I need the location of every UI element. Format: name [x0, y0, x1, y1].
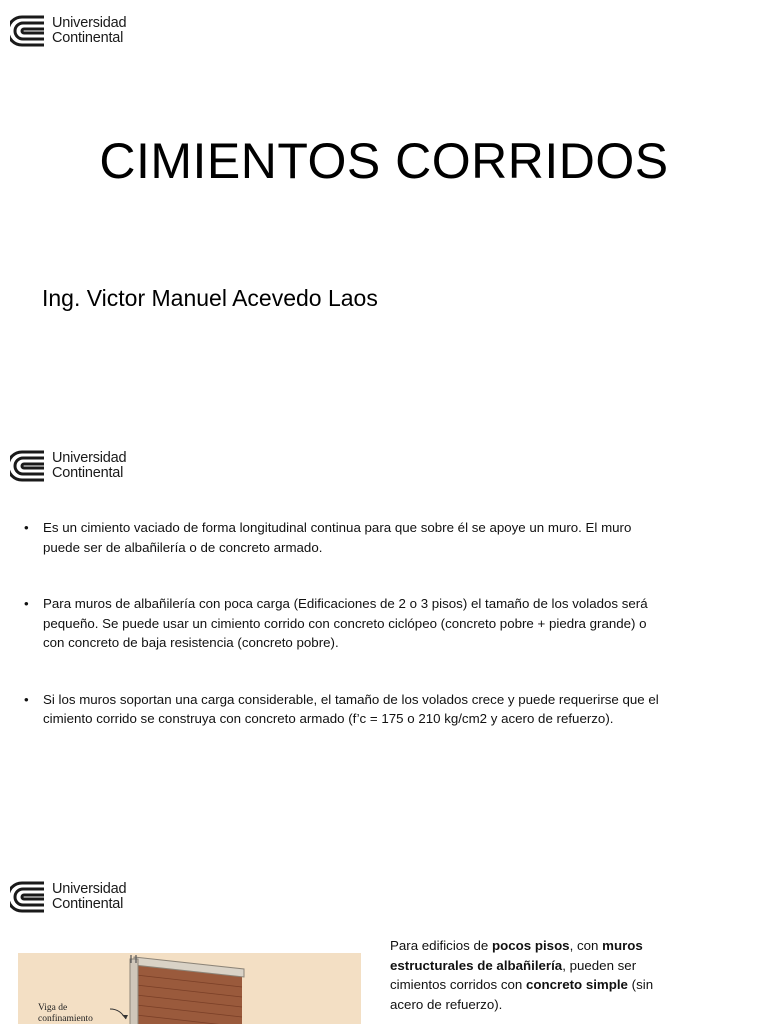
logo-emblem-icon — [10, 880, 46, 914]
logo-wordmark — [52, 882, 126, 912]
author-name: Ing. Victor Manuel Acevedo Laos — [42, 285, 378, 311]
logo-line-1: Universidad — [52, 15, 127, 31]
text-run: (sin acero de refuerzo). — [390, 977, 654, 1012]
masonry-description — [390, 936, 690, 1014]
slide-title: CIMIENTOS CORRIDOS — [99, 133, 669, 189]
logo-line-2: Continental — [52, 30, 124, 46]
logo-emblem-icon — [10, 14, 46, 48]
masonry-slide — [0, 864, 768, 1024]
logo-line-2: Continental — [52, 896, 124, 912]
definition-slide — [0, 432, 768, 864]
wall-foundation-illustration — [18, 953, 361, 1024]
logo-line-1: Universidad — [52, 881, 127, 897]
logo-wordmark — [52, 451, 126, 481]
text-run: , con — [569, 938, 603, 953]
beam-label: Viga de confinamiento — [38, 1003, 93, 1024]
text-bold-run: concreto simple — [525, 977, 628, 992]
bullet-item: • Para muros de albañilería con poca carga (Edificaciones de 2 o 3 pisos) el tamaño de los volados será pequeño. Se puede usar un cimiento corrido con concreto ciclópeo (concreto pobre + piedra grande) o con concreto de baja resistencia (concreto pobre). — [24, 594, 664, 653]
university-logo — [10, 449, 126, 483]
logo-line-2: Continental — [52, 465, 124, 481]
title-slide — [0, 0, 768, 432]
university-logo — [10, 880, 126, 914]
text-bold-run: muros estructurales de albañilería — [390, 938, 643, 973]
bullet-item: • Si los muros soportan una carga considerable, el tamaño de los volados crece y puede requerirse que el cimiento corrido se construya con concreto armado (f’c = 175 o 210 kg/cm2 y acero de refuerzo). — [24, 690, 664, 729]
university-logo — [10, 14, 126, 48]
logo-emblem-icon — [10, 449, 46, 483]
bullet-list — [24, 518, 664, 729]
bullet-item: • Es un cimiento vaciado de forma longitudinal continua para que sobre él se apoye un muro. El muro puede ser de albañilería o de concreto armado. — [24, 518, 664, 557]
logo-line-1: Universidad — [52, 450, 127, 466]
text-bold-run: pocos pisos — [492, 938, 570, 953]
text-run: Para edificios de — [390, 938, 492, 953]
logo-wordmark — [52, 16, 126, 46]
text-run: , pueden ser cimientos corridos con — [390, 957, 637, 992]
